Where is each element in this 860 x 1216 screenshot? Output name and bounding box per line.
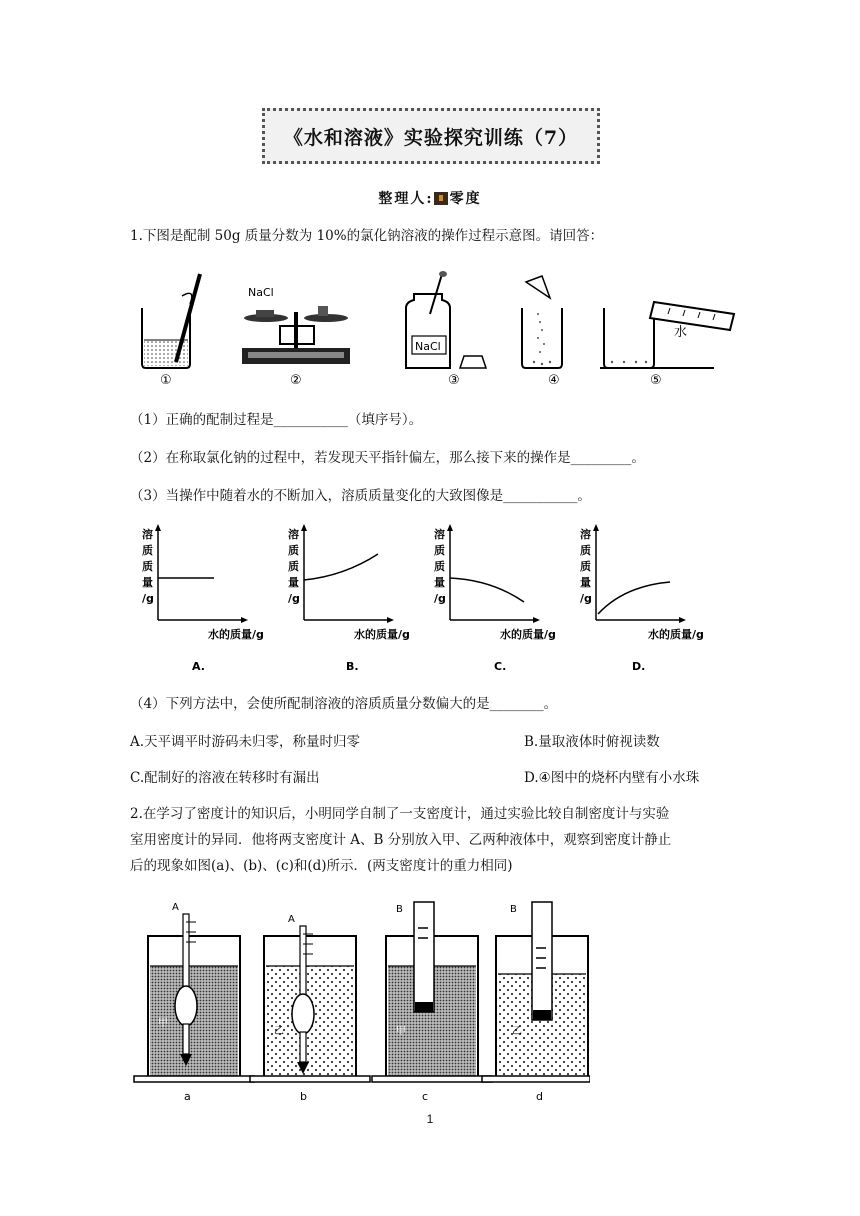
q2-stem-line-1: 2.在学习了密度计的知识后，小明同学自制了一支密度计，通过实验比较自制密度计与实验 [130, 806, 670, 822]
graph-c-ylabel-2: 质 [434, 544, 445, 557]
figure-label-2: ② [290, 373, 302, 388]
graph-b-ylabel-5: /g [288, 592, 300, 605]
graph-d-ylabel-4: 量 [580, 576, 591, 589]
beaker-b [250, 914, 370, 1103]
page-title: 《水和溶液》实验探究训练（7） [283, 126, 579, 149]
nacl-label-bottle: NaCl [415, 340, 441, 353]
graph-a-xlabel: 水的质量/g [208, 628, 264, 641]
author-avatar-icon [434, 192, 448, 205]
graph-b-ylabel-4: 量 [288, 576, 299, 589]
figure-label-1: ① [160, 373, 172, 388]
figure-4-pouring-solid [522, 276, 562, 368]
liquid-label-b: 乙 [274, 1026, 284, 1037]
graph-d-ylabel-2: 质 [580, 544, 591, 557]
option-c-label: C. [494, 660, 507, 673]
author-prefix: 整理人: [378, 191, 434, 207]
graph-b-ylabel-3: 质 [288, 560, 299, 573]
nacl-label-balance: NaCl [248, 286, 274, 299]
graph-d-ylabel-1: 溶 [580, 528, 591, 541]
beaker-a [134, 902, 254, 1103]
liquid-label-a: 甲 [158, 1018, 168, 1029]
graph-c-ylabel-4: 量 [434, 576, 445, 589]
caption-b: b [300, 1090, 307, 1103]
title-box [262, 108, 600, 164]
q1-option-d: D.④图中的烧杯内壁有小水珠 [524, 770, 700, 786]
graph-c-ylabel-3: 质 [434, 560, 445, 573]
figure-5-pouring-water [600, 302, 734, 368]
q1-part-4: （4）下列方法中，会使所配制溶液的溶质质量分数偏大的是________。 [130, 696, 558, 712]
figure-label-3: ③ [448, 373, 460, 388]
option-b-label: B. [346, 660, 359, 673]
q1-graphs [130, 522, 730, 678]
figure-label-5: ⑤ [650, 373, 662, 388]
meter-label-a: A [172, 902, 179, 913]
graph-c-xlabel: 水的质量/g [500, 628, 556, 641]
graph-a-ylabel-4: 量 [142, 576, 153, 589]
liquid-label-d: 乙 [512, 1026, 522, 1037]
q1-option-a: A.天平调平时游码未归零，称量时归零 [130, 734, 361, 750]
caption-d: d [536, 1090, 543, 1103]
graph-b-ylabel-2: 质 [288, 544, 299, 557]
q2-stem-line-2: 室用密度计的异同．他将两支密度计 A、B 分别放入甲、乙两种液体中，观察到密度计静止 [130, 832, 672, 848]
figure-label-4: ④ [548, 373, 560, 388]
beaker-c [372, 902, 492, 1103]
graph-d-ylabel-5: /g [580, 592, 592, 605]
graph-c-ylabel-1: 溶 [434, 528, 445, 541]
q1-option-c: C.配制好的溶液在转移时有漏出 [130, 770, 320, 786]
author-name: 零度 [449, 191, 482, 207]
q1-option-b: B.量取液体时俯视读数 [524, 734, 660, 750]
graph-b-ylabel-1: 溶 [288, 528, 299, 541]
graph-a-ylabel-3: 质 [142, 560, 153, 573]
graph-a [142, 524, 264, 673]
q2-stem-line-3: 后的现象如图(a)、(b)、(c)和(d)所示．(两支密度计的重力相同) [130, 858, 513, 874]
graph-a-ylabel-2: 质 [142, 544, 153, 557]
q1-part-2: （2）在称取氯化钠的过程中，若发现天平指针偏左，那么接下来的操作是_________。 [130, 450, 645, 466]
caption-c: c [422, 1090, 429, 1103]
option-d-label: D. [632, 660, 646, 673]
q2-densimeter-figure [130, 900, 590, 1104]
figure-2-balance [242, 286, 350, 364]
author-line [0, 188, 860, 208]
meter-label-b: A [288, 914, 295, 925]
graph-a-ylabel-5: /g [142, 592, 154, 605]
graph-b [288, 524, 410, 673]
graph-d-xlabel: 水的质量/g [648, 628, 704, 641]
graph-c [434, 524, 556, 673]
caption-a: a [184, 1090, 191, 1103]
meter-label-d: B [510, 904, 517, 915]
water-label: 水 [674, 325, 688, 340]
page-number: 1 [426, 1112, 434, 1126]
q1-part-1: （1）正确的配制过程是___________（填序号）。 [130, 412, 423, 428]
graph-a-ylabel-1: 溶 [142, 528, 153, 541]
option-a-label: A. [192, 660, 205, 673]
graph-d [580, 524, 704, 673]
graph-d-ylabel-3: 质 [580, 560, 591, 573]
q1-stem: 1.下图是配制 50g 质量分数为 10%的氯化钠溶液的操作过程示意图。请回答： [130, 228, 604, 244]
graph-c-ylabel-5: /g [434, 592, 446, 605]
q1-apparatus-figure [130, 268, 750, 390]
meter-label-c: B [396, 904, 403, 915]
figure-3-reagent-bottle [406, 271, 486, 368]
graph-b-xlabel: 水的质量/g [354, 628, 410, 641]
q1-part-3: （3）当操作中随着水的不断加入，溶质质量变化的大致图像是___________。 [130, 488, 591, 504]
beaker-d [482, 902, 590, 1103]
liquid-label-c: 甲 [396, 1026, 406, 1037]
figure-1-stirring [142, 274, 200, 368]
